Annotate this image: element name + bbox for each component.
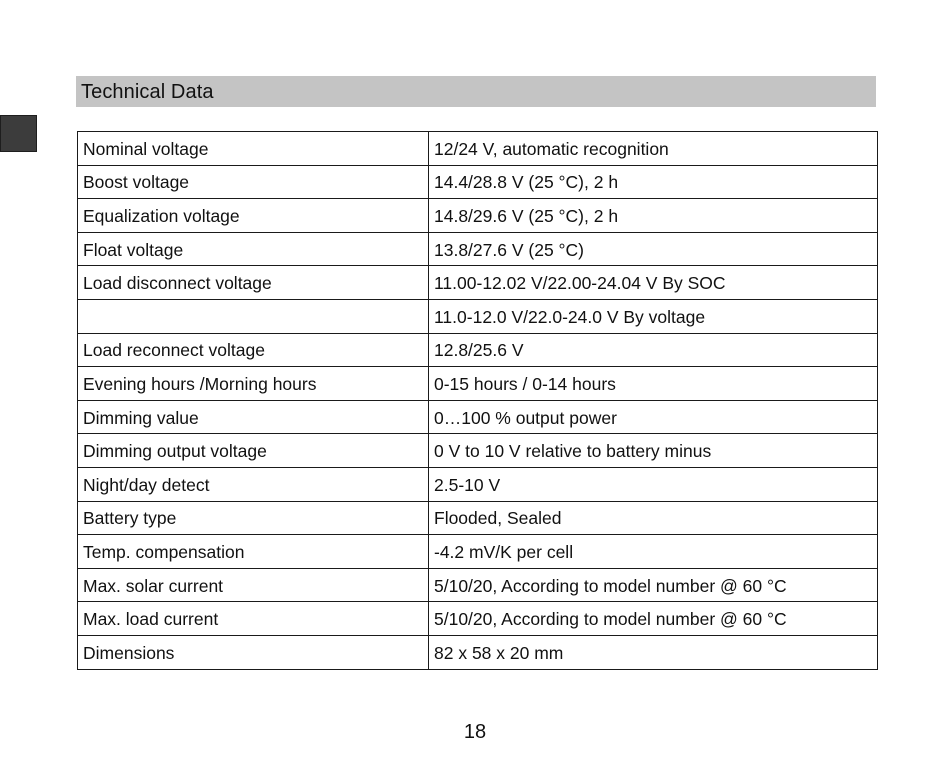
spec-label: Temp. compensation	[78, 535, 429, 569]
table-row	[78, 165, 878, 199]
section-title: Technical Data	[81, 80, 214, 103]
spec-label: Night/day detect	[78, 467, 429, 501]
table-row	[78, 635, 878, 669]
spec-value: -4.2 mV/K per cell	[429, 535, 878, 569]
spec-label: Max. solar current	[78, 568, 429, 602]
table-row	[78, 266, 878, 300]
spec-value: 0-15 hours / 0-14 hours	[429, 367, 878, 401]
section-header	[76, 76, 876, 107]
spec-value: 12.8/25.6 V	[429, 333, 878, 367]
spec-label: Dimensions	[78, 635, 429, 669]
spec-value: 5/10/20, According to model number @ 60 °C	[429, 568, 878, 602]
spec-label: Float voltage	[78, 232, 429, 266]
page-number: 18	[463, 721, 487, 743]
spec-value: 0…100 % output power	[429, 400, 878, 434]
spec-value: 12/24 V, automatic recognition	[429, 132, 878, 166]
table-row	[78, 333, 878, 367]
spec-value: 82 x 58 x 20 mm	[429, 635, 878, 669]
spec-value: 13.8/27.6 V (25 °C)	[429, 232, 878, 266]
spec-label: Boost voltage	[78, 165, 429, 199]
table-row	[78, 199, 878, 233]
spec-label: Max. load current	[78, 602, 429, 636]
spec-value: 14.4/28.8 V (25 °C), 2 h	[429, 165, 878, 199]
table-row	[78, 299, 878, 333]
table-row	[78, 132, 878, 166]
spec-label: Dimming output voltage	[78, 434, 429, 468]
spec-value: 11.0-12.0 V/22.0-24.0 V By voltage	[429, 299, 878, 333]
table-row	[78, 400, 878, 434]
spec-label: Battery type	[78, 501, 429, 535]
technical-data-table	[77, 131, 878, 670]
table-row	[78, 232, 878, 266]
spec-value: 2.5-10 V	[429, 467, 878, 501]
table-row	[78, 367, 878, 401]
spec-label: Dimming value	[78, 400, 429, 434]
spec-label: Equalization voltage	[78, 199, 429, 233]
spec-value: 0 V to 10 V relative to battery minus	[429, 434, 878, 468]
spec-label: Nominal voltage	[78, 132, 429, 166]
spec-value: 11.00-12.02 V/22.00-24.04 V By SOC	[429, 266, 878, 300]
spec-value: Flooded, Sealed	[429, 501, 878, 535]
table-row	[78, 501, 878, 535]
spec-value: 14.8/29.6 V (25 °C), 2 h	[429, 199, 878, 233]
chapter-tab-marker	[0, 115, 37, 152]
table-row	[78, 434, 878, 468]
table-row	[78, 602, 878, 636]
table-row	[78, 467, 878, 501]
spec-label	[78, 299, 429, 333]
spec-value: 5/10/20, According to model number @ 60 °C	[429, 602, 878, 636]
table-row	[78, 535, 878, 569]
spec-label: Load disconnect voltage	[78, 266, 429, 300]
table-row	[78, 568, 878, 602]
spec-label: Evening hours /Morning hours	[78, 367, 429, 401]
spec-label: Load reconnect voltage	[78, 333, 429, 367]
technical-data-table-body	[78, 132, 878, 670]
